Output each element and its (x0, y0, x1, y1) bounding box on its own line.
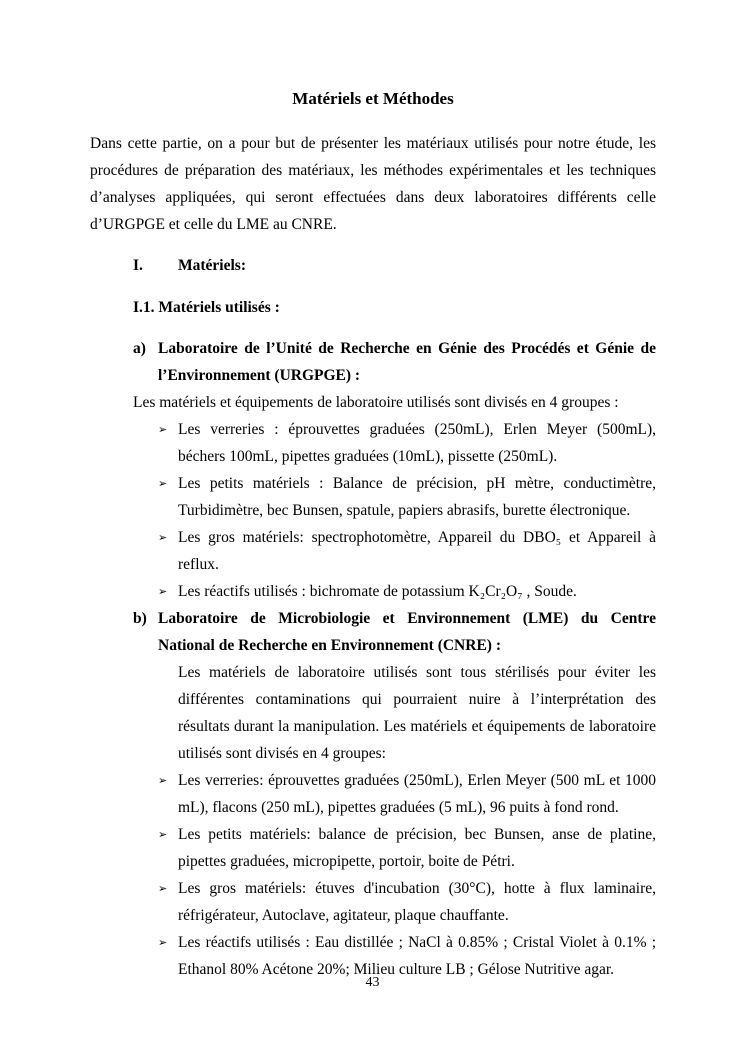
bullet-arrow-icon: ➢ (158, 774, 168, 787)
list-item (158, 821, 656, 875)
bullet-arrow-icon: ➢ (158, 477, 168, 490)
bullet-text: Les réactifs utilisés : Eau distillée ; NaCl à 0.85% ; Cristal Violet à 0.1% ; Ethanol 80% Acétone 20%; Milieu culture LB ; Gélose Nutritive agar. (178, 934, 656, 978)
item-b-lead: Les matériels de laboratoire utilisés sont tous stérilisés pour éviter les différentes contaminations qui pourraient nuire à l’interprétation des résultats durant la manipulation. Les matériels et équipements de laboratoire utilisés sont divisés en 4 groupes: (178, 664, 656, 762)
bullet-text: Les petits matériels : Balance de précision, pH mètre, conductimètre, Turbidimètre, bec Bunsen, spatule, papiers abrasifs, burette électronique. (178, 475, 656, 519)
bullet-text: Les gros matériels: étuves d'incubation (30°C), hotte à flux laminaire, réfrigérateur, Autoclave, agitateur, plaque chauffante. (178, 880, 656, 924)
bullet-text: Les petits matériels: balance de précision, bec Bunsen, anse de platine, pipettes graduées, micropipette, portoir, boite de Pétri. (178, 826, 656, 870)
item-b-heading (133, 605, 656, 659)
item-a-lead: Les matériels et équipements de laboratoire utilisés sont divisés en 4 groupes : (133, 394, 619, 411)
list-item (158, 416, 656, 470)
list-item (158, 578, 656, 605)
bullet-arrow-icon: ➢ (158, 936, 168, 949)
item-b-title: Laboratoire de Microbiologie et Environnement (LME) du Centre National de Recherche en Environnement (CNRE) : (158, 610, 656, 654)
bullet-arrow-icon: ➢ (158, 882, 168, 895)
list-item (158, 524, 656, 578)
subsection-i1-heading: I.1. Matériels utilisés : (133, 299, 280, 316)
list-item (158, 470, 656, 524)
bullet-text: Les verreries: éprouvettes graduées (250mL), Erlen Meyer (500 mL et 1000 mL), flacons (250 mL), pipettes graduées (5 mL), 96 puits à fond rond. (178, 772, 656, 816)
item-a-heading (133, 335, 656, 389)
item-a-marker: a) (133, 340, 146, 357)
bullet-arrow-icon: ➢ (158, 423, 168, 436)
document-title: Matériels et Méthodes (292, 89, 454, 108)
section-i-label: Matériels: (178, 257, 246, 274)
list-item (158, 875, 656, 929)
bullet-arrow-icon: ➢ (158, 585, 168, 598)
bullet-text: Les réactifs utilisés : bichromate de potassium K₂Cr₂O₇ , Soude. (178, 583, 577, 600)
list-item (158, 767, 656, 821)
bullet-text: Les gros matériels: spectrophotomètre, Appareil du DBO₅ et Appareil à reflux. (178, 529, 656, 573)
item-a-title: Laboratoire de l’Unité de Recherche en Génie des Procédés et Génie de l’Environnement (URGPGE) : (158, 340, 656, 384)
page-number: 43 (365, 975, 380, 990)
bullet-arrow-icon: ➢ (158, 828, 168, 841)
intro-paragraph: Dans cette partie, on a pour but de présenter les matériaux utilisés pour notre étude, les procédures de préparation des matériaux, les méthodes expérimentales et les techniques d’analyses appliquées, qui seront effectuées dans deux laboratoires différents celle d’URGPGE et celle du LME au CNRE. (90, 135, 656, 233)
section-i-number: I. (133, 257, 143, 274)
section-i-heading (133, 252, 656, 279)
item-b-marker: b) (133, 610, 147, 627)
bullet-text: Les verreries : éprouvettes graduées (250mL), Erlen Meyer (500mL), béchers 100mL, pipettes graduées (10mL), pissette (250mL). (178, 421, 656, 465)
bullet-arrow-icon: ➢ (158, 531, 168, 544)
